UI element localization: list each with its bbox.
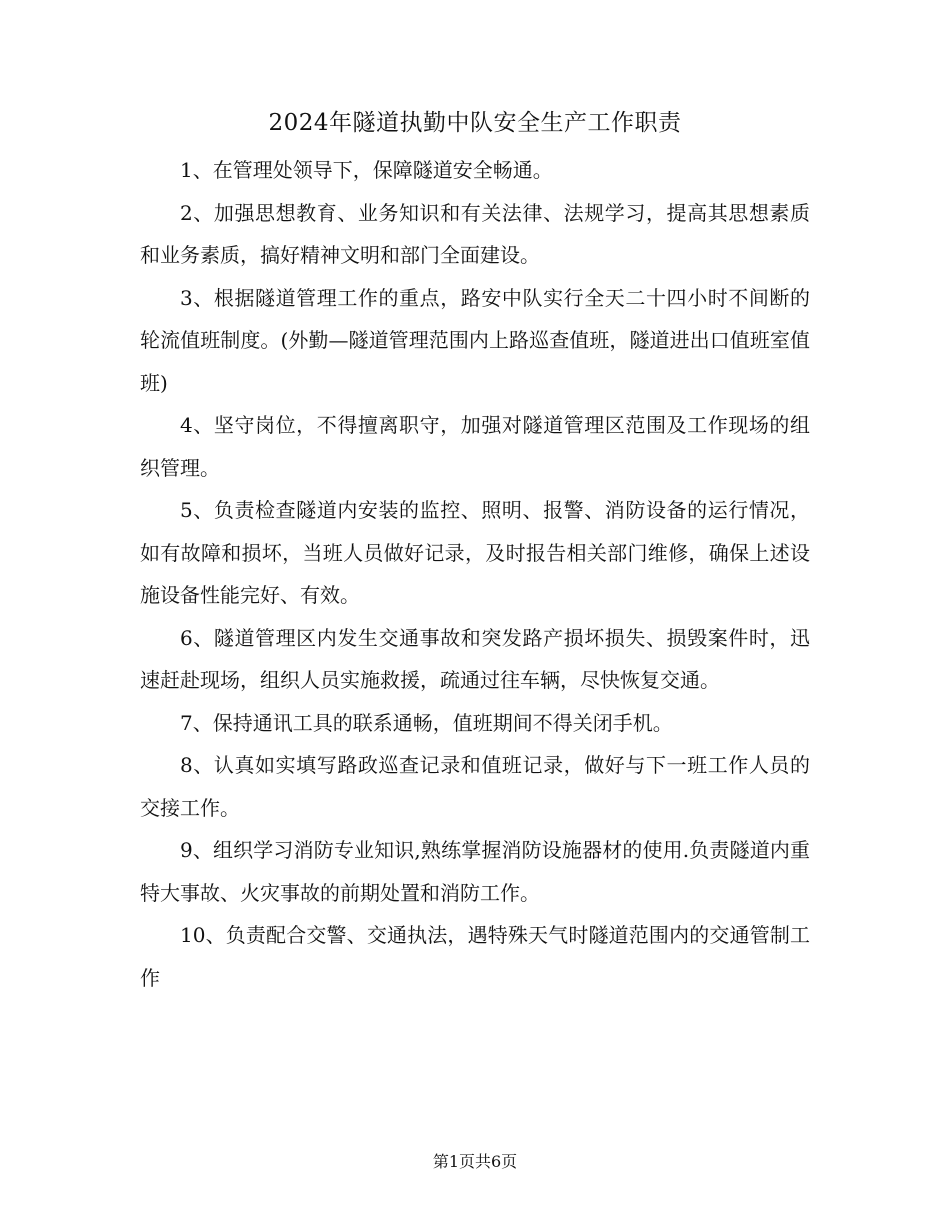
paragraph-3: 3、根据隧道管理工作的重点，路安中队实行全天二十四小时不间断的轮流值班制度。(外勤—隧道管理范围内上路巡查值班，隧道进出口值班室值班) (140, 285, 810, 395)
paragraph-9: 9、组织学习消防专业知识,熟练掌握消防设施器材的使用.负责隧道内重特大事故、火灾事故的前期处置和消防工作。 (140, 838, 810, 905)
paragraph-5: 5、负责检查隧道内安装的监控、照明、报警、消防设备的运行情况，如有故障和损坏，当班人员做好记录，及时报告相关部门维修，确保上述设施设备性能完好、有效。 (140, 498, 810, 607)
paragraph-10: 10、负责配合交警、交通执法，遇特殊天气时隧道范围内的交通管制工作 (140, 923, 810, 990)
paragraph-4: 4、坚守岗位，不得擅离职守，加强对隧道管理区范围及工作现场的组织管理。 (140, 413, 810, 480)
paragraph-2: 2、加强思想教育、业务知识和有关法律、法规学习，提高其思想素质和业务素质，搞好精神文明和部门全面建设。 (140, 200, 810, 267)
paragraph-7: 7、保持通讯工具的联系通畅，值班期间不得关闭手机。 (180, 710, 673, 735)
page-title: 2024年隧道执勤中队安全生产工作职责 (268, 110, 682, 136)
document-body (140, 149, 810, 999)
paragraph-8: 8、认真如实填写路政巡查记录和值班记录，做好与下一班工作人员的交接工作。 (140, 753, 810, 820)
paragraph-1: 1、在管理处领导下，保障隧道安全畅通。 (180, 158, 553, 182)
page-number-footer: 第1页共6页 (432, 1152, 518, 1171)
paragraph-6: 6、隧道管理区内发生交通事故和突发路产损坏损失、损毁案件时，迅速赶赴现场，组织人员实施救援，疏通过往车辆，尽快恢复交通。 (140, 625, 810, 692)
